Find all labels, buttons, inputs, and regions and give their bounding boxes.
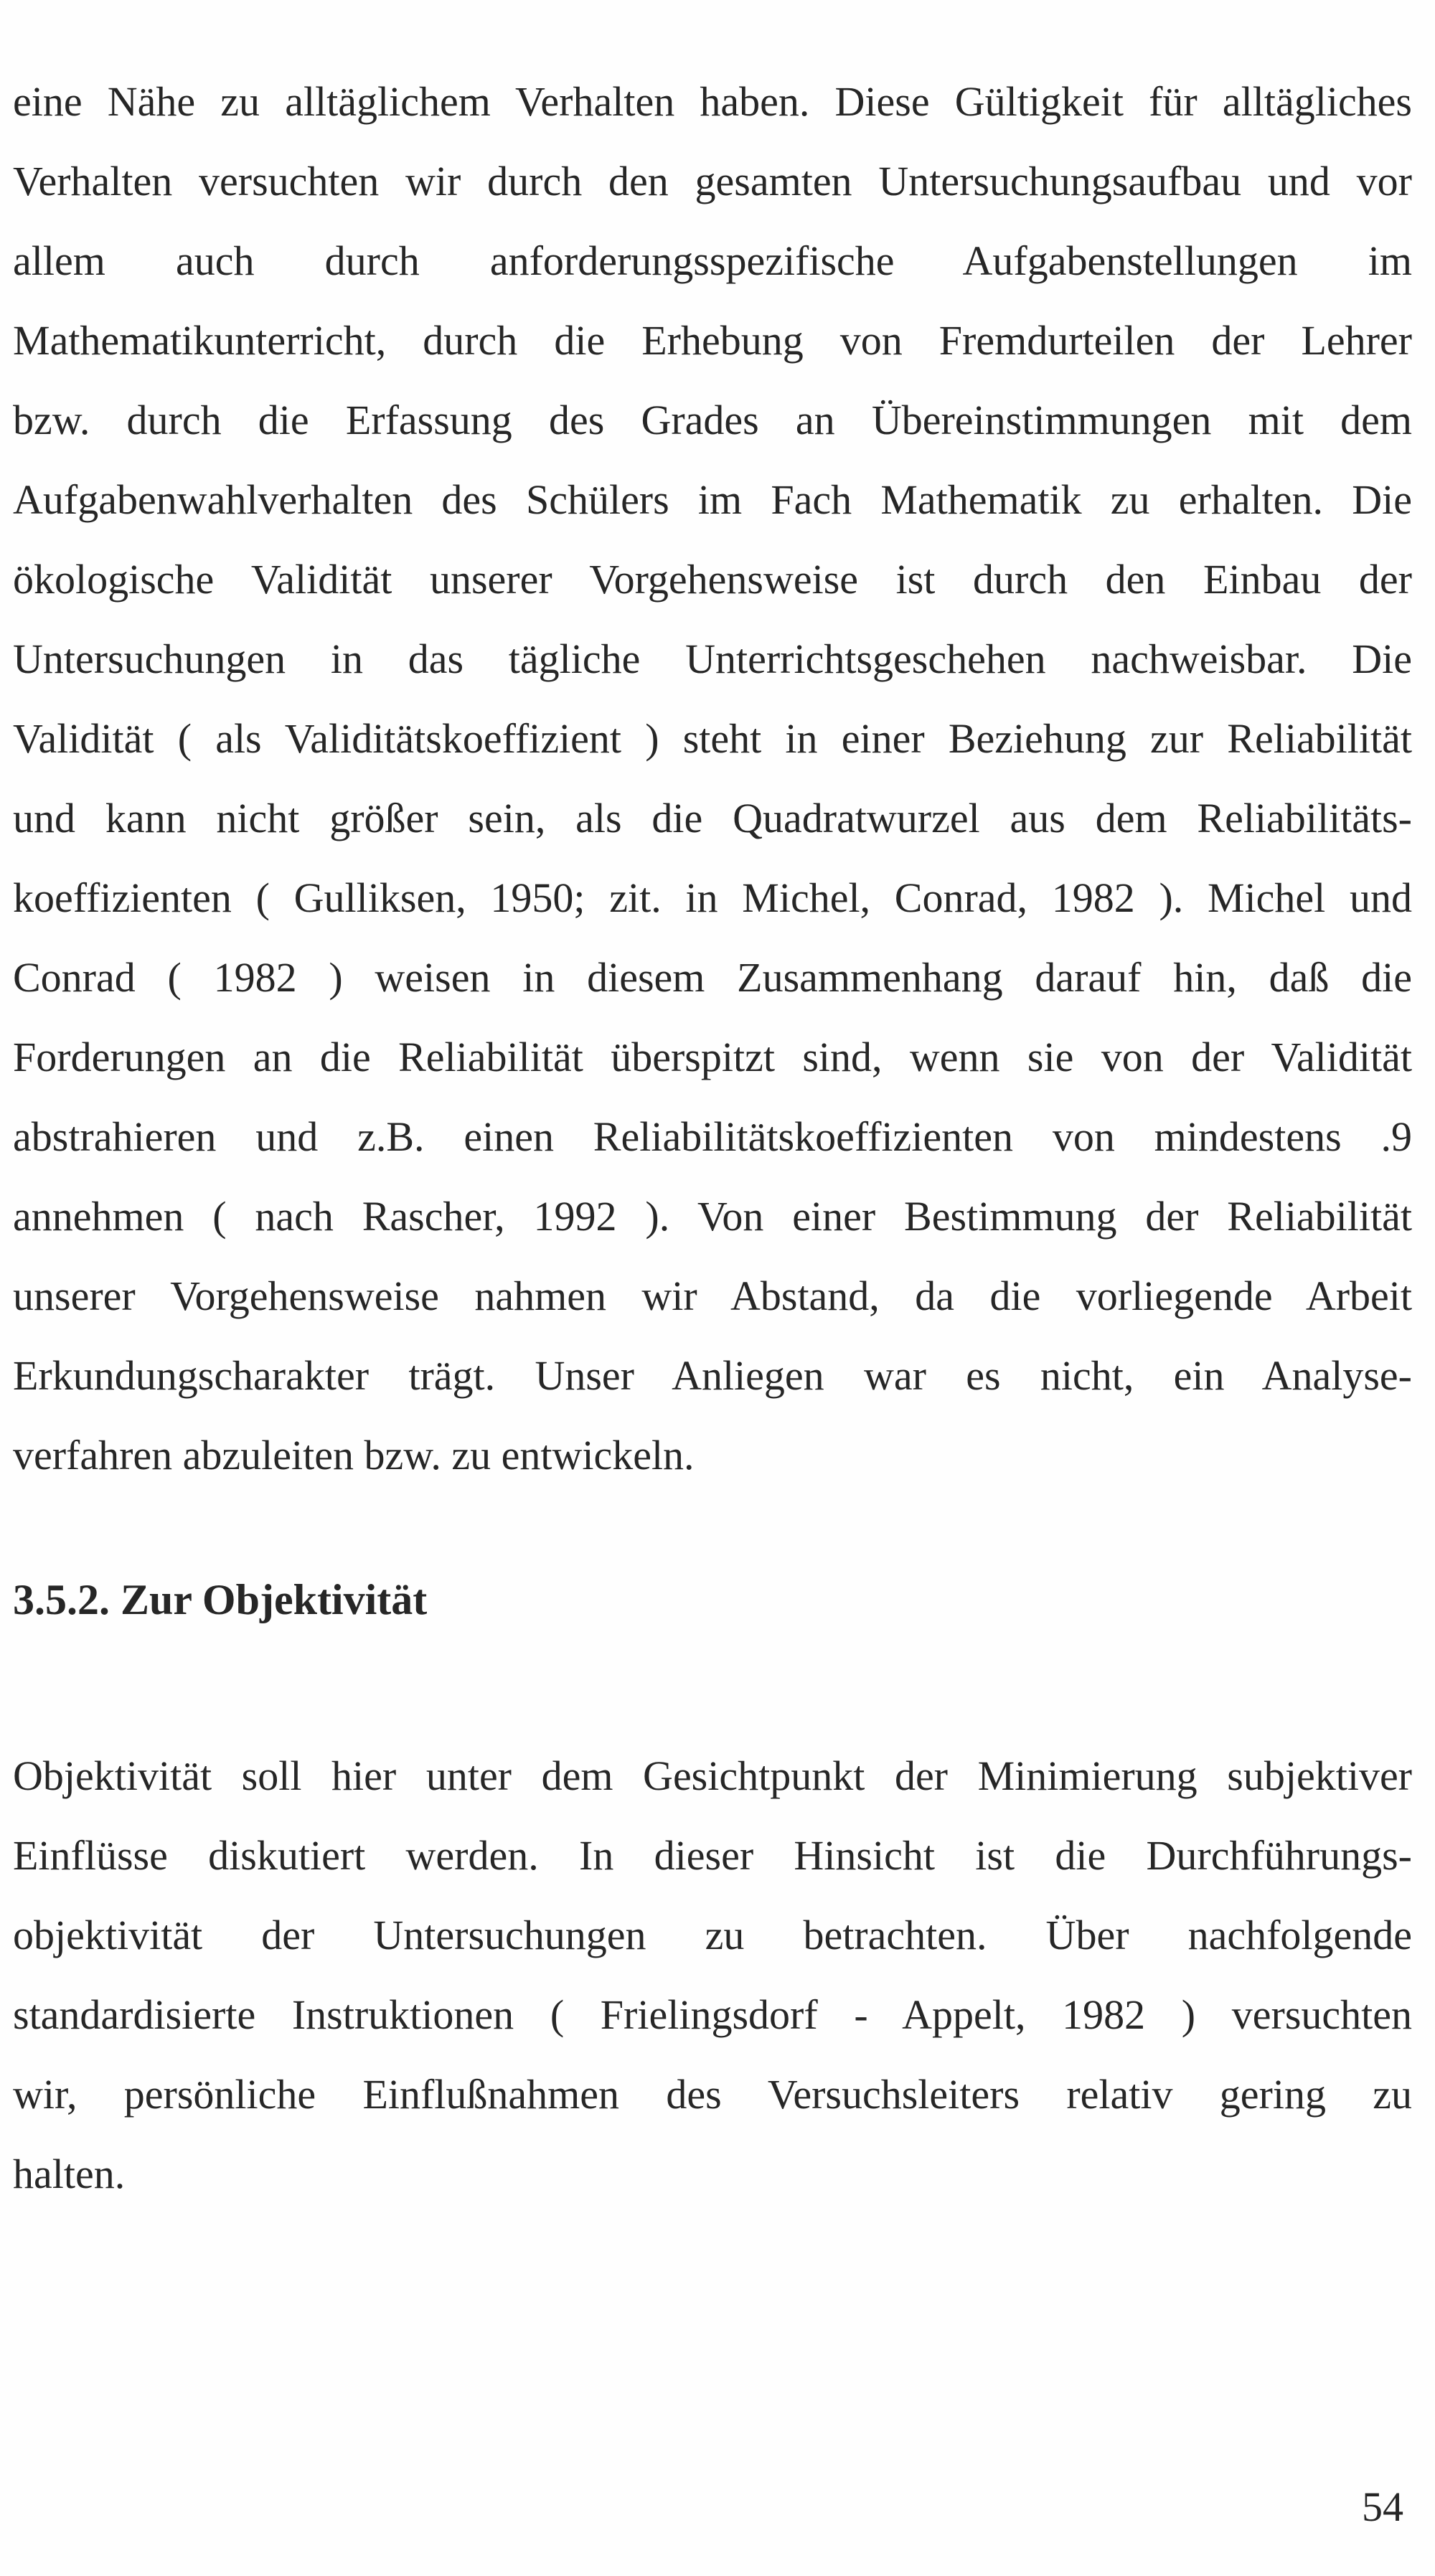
text-line: Einflüsse diskutiert werden. In dieser Hinsicht ist die Durchführungs- [13, 1832, 1412, 1879]
text-line: objektivität der Untersuchungen zu betrachten. Über nachfolgende [13, 1912, 1412, 1958]
text-line: Validität ( als Validitätskoeffizient ) steht in einer Beziehung zur Reliabilität [13, 715, 1412, 762]
text-line: annehmen ( nach Rascher, 1992 ). Von einer Bestimmung der Reliabilität [13, 1193, 1412, 1240]
text-line: standardisierte Instruktionen ( Frielingsdorf - Appelt, 1982 ) versuchten [13, 1991, 1412, 2038]
text-line: eine Nähe zu alltäglichem Verhalten haben. Diese Gültigkeit für alltägliches [13, 78, 1412, 125]
text-line: ökologische Validität unserer Vorgehensweise ist durch den Einbau der [13, 556, 1412, 603]
paragraph-validity [13, 62, 1412, 1495]
text-line: abstrahieren und z.B. einen Reliabilitätskoeffizienten von mindestens .9 [13, 1113, 1412, 1160]
text-line: wir, persönliche Einflußnahmen des Versuchsleiters relativ gering zu [13, 2071, 1412, 2118]
text-line: Erkundungscharakter trägt. Unser Anliegen war es nicht, ein Analyse- [13, 1352, 1412, 1399]
paragraph-objectivity [13, 1736, 1412, 2214]
text-line: Untersuchungen in das tägliche Unterrichtsgeschehen nachweisbar. Die [13, 636, 1412, 682]
text-line: halten. [13, 2151, 126, 2197]
page-number: 54 [1362, 2483, 1403, 2530]
text-line: Objektivität soll hier unter dem Gesichtpunkt der Minimierung subjektiver [13, 1752, 1412, 1799]
text-line: Conrad ( 1982 ) weisen in diesem Zusammenhang darauf hin, daß die [13, 954, 1412, 1001]
section-heading: 3.5.2. Zur Objektivität [13, 1576, 428, 1623]
text-line: Mathematikunterricht, durch die Erhebung von Fremdurteilen der Lehrer [13, 317, 1412, 364]
text-line: koeffizienten ( Gulliksen, 1950; zit. in Michel, Conrad, 1982 ). Michel und [13, 874, 1412, 921]
text-line: unserer Vorgehensweise nahmen wir Abstand, da die vorliegende Arbeit [13, 1273, 1412, 1319]
text-line: allem auch durch anforderungsspezifische Aufgabenstellungen im [13, 237, 1412, 284]
text-line: bzw. durch die Erfassung des Grades an Übereinstimmungen mit dem [13, 397, 1412, 443]
text-line: und kann nicht größer sein, als die Quadratwurzel aus dem Reliabilitäts- [13, 795, 1412, 841]
text-line: verfahren abzuleiten bzw. zu entwickeln. [13, 1432, 695, 1478]
text-line: Aufgabenwahlverhalten des Schülers im Fach Mathematik zu erhalten. Die [13, 476, 1412, 523]
text-line: Verhalten versuchten wir durch den gesamten Untersuchungsaufbau und vor [13, 158, 1412, 204]
text-line: Forderungen an die Reliabilität überspitzt sind, wenn sie von der Validität [13, 1034, 1412, 1080]
